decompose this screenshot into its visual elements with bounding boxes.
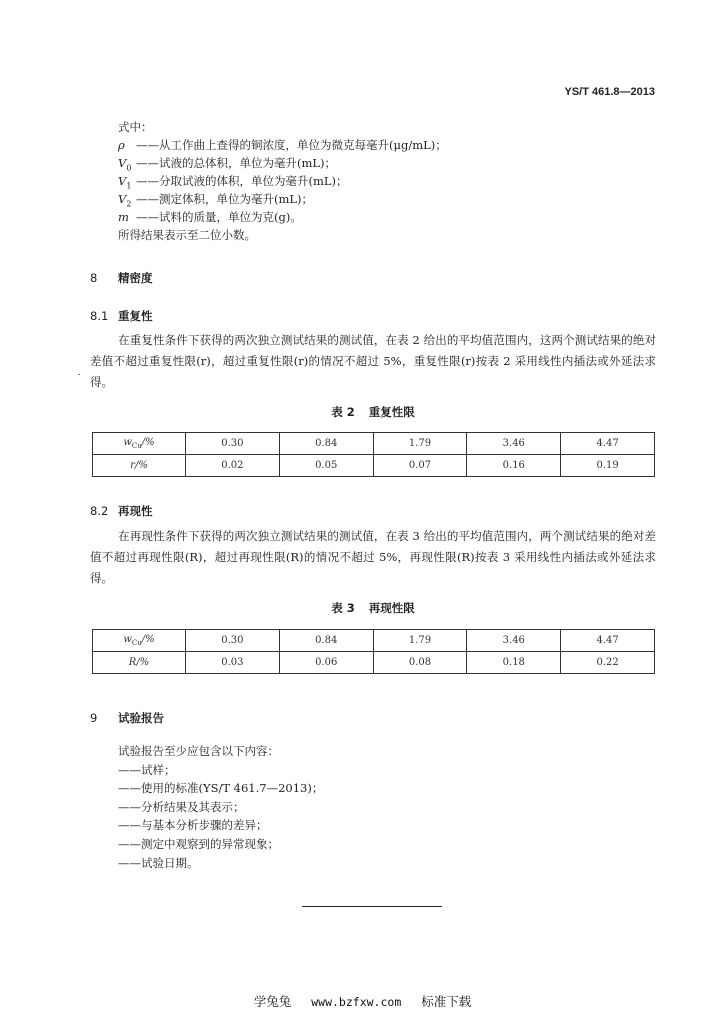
section-number: 8.1: [90, 309, 109, 323]
table-cell: 3.46: [467, 630, 561, 652]
table-row: [93, 455, 655, 477]
footer-url[interactable]: www.bzfxw.com: [311, 995, 402, 1009]
table-cell: 0.22: [561, 652, 655, 674]
table-cell: 0.05: [279, 455, 373, 477]
list-item: ——测定中观察到的异常现象；: [118, 836, 279, 851]
variable-v1: $V_1$ ——分取试液的体积，单位为毫升(mL)；: [118, 174, 348, 191]
table-cell: 0.06: [279, 652, 373, 674]
row-label-R: R/%: [93, 652, 186, 674]
table-row: [93, 652, 655, 674]
table-cell: 0.18: [467, 652, 561, 674]
table-cell: 0.30: [186, 433, 280, 455]
repeatability-paragraph: 在重复性条件下获得的两次独立测试结果的测试值，在表 2 给出的平均值范围内，这两个测试结果的绝对差值不超过重复性限(r)，超过重复性限(r)的情况不超过 5%，重复性限(r)按表 2 采用线性内插法或外延法求得。: [90, 333, 656, 389]
section-8-1-heading: [90, 308, 153, 324]
table-cell: 0.84: [279, 433, 373, 455]
table-cell: 0.19: [561, 455, 655, 477]
list-item: ——试样；: [118, 762, 176, 777]
table-cell: 0.07: [373, 455, 467, 477]
report-intro: 试验报告至少应包含以下内容：: [118, 744, 279, 758]
table-row: [93, 630, 655, 652]
variable-v2: $V_2$ ——测定体积，单位为毫升(mL)；: [118, 192, 314, 209]
variable-m-desc: ——试料的质量，单位为克(g)。: [136, 210, 302, 224]
repeatability-table: [92, 432, 655, 477]
standard-code: YS/T 461.8—2013: [564, 86, 655, 98]
table-cell: 0.30: [186, 630, 280, 652]
list-item: ——与基本分析步骤的差异；: [118, 818, 268, 833]
section-number: 8.2: [90, 504, 109, 518]
end-rule: [302, 906, 442, 907]
table-row: [93, 433, 655, 455]
table-cell: 0.08: [373, 652, 467, 674]
table-cell: 0.16: [467, 455, 561, 477]
section-number: 8: [90, 271, 98, 285]
table-3-caption: 表 3 再现性限: [331, 601, 415, 615]
table-cell: 1.79: [373, 433, 467, 455]
variable-v0-desc: ——试液的总体积，单位为毫升(mL)；: [136, 156, 337, 170]
variable-v0: $V_0$ ——试液的总体积，单位为毫升(mL)；: [118, 156, 337, 173]
section-8-heading: [90, 270, 153, 286]
footer-site-name: 学兔兔: [253, 994, 292, 1009]
section-title: 再现性: [118, 504, 153, 518]
row-label-wcu: $w_{Cu}/\%$: [93, 630, 186, 652]
section-title: 试验报告: [118, 711, 164, 725]
test-report-list: [118, 742, 323, 872]
list-item: ——分析结果及其表示；: [118, 799, 245, 814]
row-label-wcu: $w_{Cu}/\%$: [93, 433, 186, 455]
variable-m: m ——试料的质量，单位为克(g)。: [118, 210, 302, 224]
section-9-heading: [90, 710, 164, 726]
section-title: 重复性: [118, 309, 153, 323]
variable-rho: ρ ——从工作曲上查得的铜浓度，单位为微克每毫升(μg/mL)；: [118, 138, 447, 152]
list-item: ——试验日期。: [118, 855, 199, 870]
table-cell: 3.46: [467, 433, 561, 455]
section-8-2-heading: [90, 503, 153, 519]
table-cell: 0.84: [279, 630, 373, 652]
row-label-r: r/%: [93, 455, 186, 477]
table-cell: 0.02: [186, 455, 280, 477]
table-2-caption: 表 2 重复性限: [331, 405, 415, 419]
formula-intro: 式中：: [118, 120, 153, 134]
table-cell: 4.47: [561, 630, 655, 652]
variable-v2-desc: ——测定体积，单位为毫升(mL)；: [136, 192, 314, 206]
reproducibility-table: [92, 629, 655, 674]
result-note: 所得结果表示至二位小数。: [118, 228, 256, 242]
footer: [0, 992, 725, 1010]
section-title: 精密度: [118, 271, 153, 285]
table-cell: 4.47: [561, 433, 655, 455]
variable-rho-desc: ——从工作曲上查得的铜浓度，单位为微克每毫升(μg/mL)；: [136, 138, 447, 152]
table-cell: 0.03: [186, 652, 280, 674]
scan-speck: [78, 374, 80, 375]
formula-variables: [118, 118, 658, 244]
table-cell: 1.79: [373, 630, 467, 652]
footer-tagline: 标准下载: [421, 994, 472, 1009]
section-number: 9: [90, 711, 98, 725]
variable-v1-desc: ——分取试液的体积，单位为毫升(mL)；: [136, 174, 348, 188]
list-item: ——使用的标准(YS/T 461.7—2013)；: [118, 781, 324, 796]
reproducibility-paragraph: 在再现性条件下获得的两次独立测试结果的测试值，在表 3 给出的平均值范围内，两个测试结果的绝对差值不超过再现性限(R)，超过再现性限(R)的情况不超过 5%，再现性限(R)按表 3 采用线性内插法或外延法求得。: [90, 529, 656, 585]
